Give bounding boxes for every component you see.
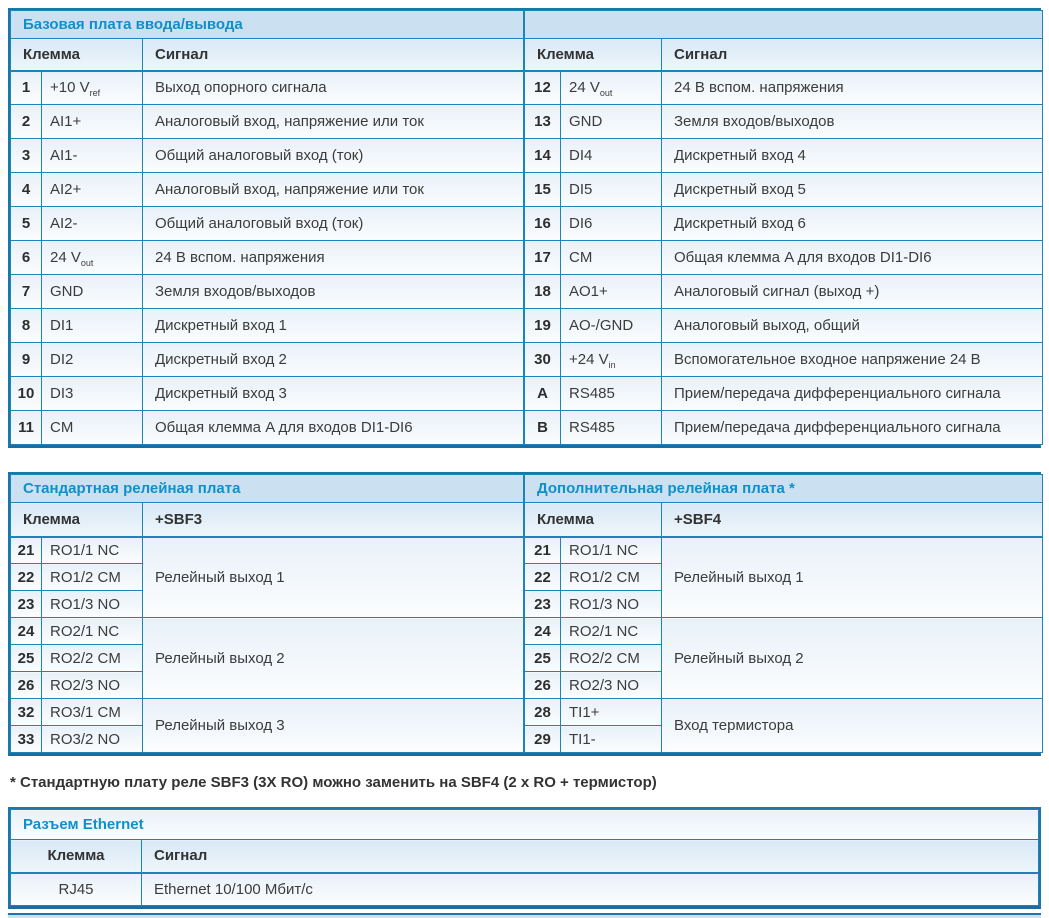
terminal-number: 30	[525, 343, 561, 377]
column-header-sbf4: +SBF4	[662, 503, 1043, 537]
terminal-label: CM	[561, 241, 662, 275]
relay-boards-table	[8, 472, 1041, 756]
terminal-label-text: +10 V	[50, 79, 90, 97]
signal-cell: 24 В вспом. напряжения	[662, 71, 1043, 105]
signal-cell: Релейный выход 1	[662, 537, 1043, 618]
signal-cell: Ethernet 10/100 Мбит/с	[142, 873, 1039, 906]
terminal-label: RO1/1 NC	[561, 537, 662, 564]
column-header-terminal: Клемма	[525, 39, 662, 71]
signal-cell: Земля входов/выходов	[662, 105, 1043, 139]
signal-cell: Релейный выход 3	[143, 699, 524, 753]
terminal-label: RO3/1 CM	[42, 699, 143, 726]
signal-cell: Дискретный вход 3	[143, 377, 524, 411]
terminal-number: 21	[11, 537, 42, 564]
terminal-number: 12	[525, 71, 561, 105]
column-header-signal: Сигнал	[142, 840, 1039, 873]
terminal-number: 9	[11, 343, 42, 377]
signal-cell: Общая клемма A для входов DI1-DI6	[143, 411, 524, 445]
terminal-label	[42, 71, 143, 105]
terminal-label-sub: in	[608, 360, 616, 370]
signal-cell: Релейный выход 1	[143, 537, 524, 618]
terminal-label: RO2/1 NC	[42, 618, 143, 645]
signal-cell: Прием/передача дифференциального сигнала	[662, 411, 1043, 445]
signal-cell: 24 В вспом. напряжения	[143, 241, 524, 275]
terminal-label: DI2	[42, 343, 143, 377]
terminal-label-text: 24 V	[569, 79, 600, 97]
terminal-label: RO1/2 CM	[42, 564, 143, 591]
terminal-number: 21	[525, 537, 561, 564]
terminal-number: 19	[525, 309, 561, 343]
terminal-label-text: +24 V	[569, 351, 609, 368]
signal-cell: Выход опорного сигнала	[143, 71, 524, 105]
terminal-label: RO3/2 NO	[42, 726, 143, 753]
terminal-number: 6	[11, 241, 42, 275]
terminal-label: AO1+	[561, 275, 662, 309]
terminal-number: 23	[525, 591, 561, 618]
signal-cell: Вход термистора	[662, 699, 1043, 753]
terminal-label-sub: ref	[89, 88, 101, 99]
terminal-label: AI1-	[42, 139, 143, 173]
signal-cell: Дискретный вход 4	[662, 139, 1043, 173]
terminal-label: DI1	[42, 309, 143, 343]
terminal-number: 13	[525, 105, 561, 139]
terminal-label: RO2/2 CM	[561, 645, 662, 672]
column-header-terminal: Клемма	[11, 503, 143, 537]
terminal-number: 11	[11, 411, 42, 445]
terminal-label-text: 24 V	[50, 249, 81, 266]
terminal-number: 10	[11, 377, 42, 411]
terminal-number: 16	[525, 207, 561, 241]
terminal-label: DI4	[561, 139, 662, 173]
terminal-label: DI5	[561, 173, 662, 207]
terminal-number: 18	[525, 275, 561, 309]
signal-cell: Вспомогательное входное напряжение 24 В	[662, 343, 1043, 377]
terminal-label: RO2/3 NO	[42, 672, 143, 699]
terminal-number: 22	[525, 564, 561, 591]
ethernet-table	[8, 807, 1041, 909]
terminal-number: 24	[11, 618, 42, 645]
terminal-label: TI1+	[561, 699, 662, 726]
signal-cell: Земля входов/выходов	[143, 275, 524, 309]
terminal-label: RO1/1 NC	[42, 537, 143, 564]
signal-cell: Аналоговый выход, общий	[662, 309, 1043, 343]
terminal-number: 29	[525, 726, 561, 753]
io-board-left-half	[10, 10, 524, 445]
terminal-number: B	[525, 411, 561, 445]
column-header-terminal: Клемма	[11, 39, 143, 71]
signal-cell: Общая клемма A для входов DI1-DI6	[662, 241, 1043, 275]
terminal-label: RO2/2 CM	[42, 645, 143, 672]
column-header-terminal: Клемма	[11, 840, 142, 873]
terminal-number: 33	[11, 726, 42, 753]
terminal-number: 25	[525, 645, 561, 672]
next-table-cutoff-strip	[8, 913, 1041, 918]
io-board-title: Базовая плата ввода/вывода	[11, 11, 524, 39]
terminal-label: RO1/3 NO	[42, 591, 143, 618]
terminal-label: AI2-	[42, 207, 143, 241]
signal-cell: Аналоговый вход, напряжение или ток	[143, 105, 524, 139]
sbf-footnote: * Стандартную плату реле SBF3 (3X RO) можно заменить на SBF4 (2 x RO + термистор)	[10, 774, 657, 791]
terminal-number: 14	[525, 139, 561, 173]
signal-cell: Аналоговый сигнал (выход +)	[662, 275, 1043, 309]
terminal-number: 1	[11, 71, 42, 105]
terminal-label: DI6	[561, 207, 662, 241]
terminal-number: 26	[525, 672, 561, 699]
terminal-label: GND	[42, 275, 143, 309]
relay-standard-title: Стандартная релейная плата	[11, 475, 524, 503]
terminal-number: 28	[525, 699, 561, 726]
io-board-table	[8, 8, 1041, 448]
column-header-sbf3: +SBF3	[143, 503, 524, 537]
terminal-label: RJ45	[11, 873, 142, 906]
signal-cell: Аналоговый вход, напряжение или ток	[143, 173, 524, 207]
signal-cell: Релейный выход 2	[143, 618, 524, 699]
terminal-number: 23	[11, 591, 42, 618]
terminal-number: 8	[11, 309, 42, 343]
io-board-right-half	[524, 10, 1043, 445]
column-header-signal: Сигнал	[662, 39, 1043, 71]
signal-cell: Прием/передача дифференциального сигнала	[662, 377, 1043, 411]
terminal-label: RO1/2 CM	[561, 564, 662, 591]
terminal-number: 4	[11, 173, 42, 207]
column-header-terminal: Клемма	[525, 503, 662, 537]
terminal-number: 7	[11, 275, 42, 309]
terminal-number: 22	[11, 564, 42, 591]
terminal-number: 17	[525, 241, 561, 275]
terminal-label: RS485	[561, 377, 662, 411]
signal-cell: Дискретный вход 1	[143, 309, 524, 343]
terminal-label: AI2+	[42, 173, 143, 207]
relay-optional-half	[524, 474, 1043, 753]
terminal-number: 24	[525, 618, 561, 645]
signal-cell: Общий аналоговый вход (ток)	[143, 139, 524, 173]
terminal-label: CM	[42, 411, 143, 445]
terminal-number: 3	[11, 139, 42, 173]
signal-cell: Дискретный вход 2	[143, 343, 524, 377]
terminal-label: AO-/GND	[561, 309, 662, 343]
signal-cell: Релейный выход 2	[662, 618, 1043, 699]
column-header-signal: Сигнал	[143, 39, 524, 71]
signal-cell: Дискретный вход 5	[662, 173, 1043, 207]
relay-optional-title: Дополнительная релейная плата *	[525, 475, 1043, 503]
terminal-label	[561, 343, 662, 377]
terminal-label	[42, 241, 143, 275]
terminal-label	[561, 71, 662, 105]
terminal-label: DI3	[42, 377, 143, 411]
terminal-number: 26	[11, 672, 42, 699]
terminal-number: 2	[11, 105, 42, 139]
terminal-label: RO2/1 NC	[561, 618, 662, 645]
signal-cell: Общий аналоговый вход (ток)	[143, 207, 524, 241]
io-board-title-spacer	[525, 11, 1043, 39]
relay-standard-half	[10, 474, 524, 753]
ethernet-title: Разъем Ethernet	[11, 810, 1039, 840]
terminal-label: TI1-	[561, 726, 662, 753]
terminal-label: AI1+	[42, 105, 143, 139]
terminal-label: GND	[561, 105, 662, 139]
terminal-label: RO2/3 NO	[561, 672, 662, 699]
terminal-label: RS485	[561, 411, 662, 445]
terminal-label-sub: out	[80, 258, 94, 268]
terminal-number: 25	[11, 645, 42, 672]
terminal-number: 5	[11, 207, 42, 241]
terminal-number: A	[525, 377, 561, 411]
terminal-label-sub: out	[599, 88, 613, 99]
signal-cell: Дискретный вход 6	[662, 207, 1043, 241]
terminal-label: RO1/3 NO	[561, 591, 662, 618]
terminal-number: 15	[525, 173, 561, 207]
terminal-number: 32	[11, 699, 42, 726]
